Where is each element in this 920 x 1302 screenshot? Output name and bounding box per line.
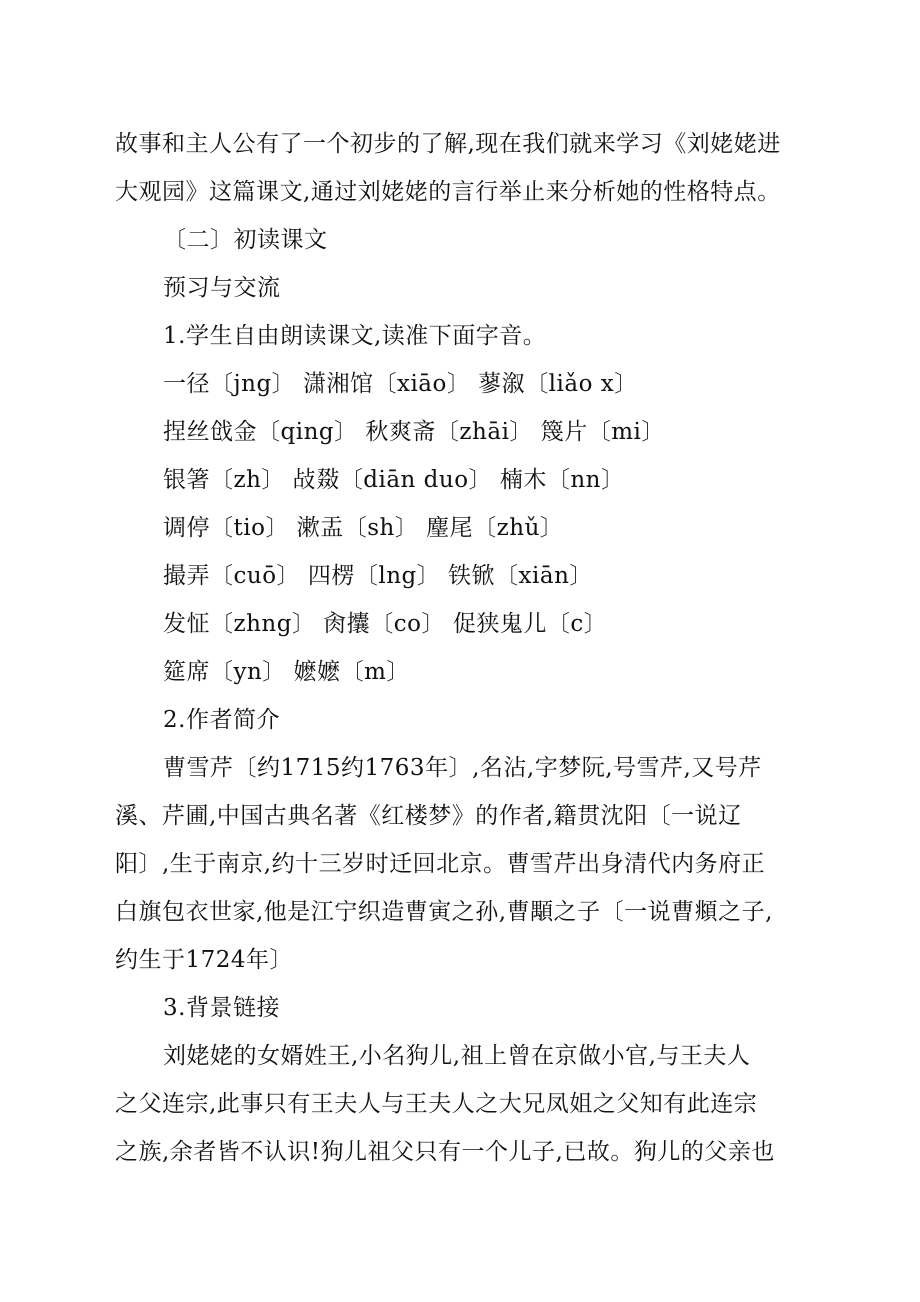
list-item-heading: 2.作者简介 (163, 707, 280, 733)
pronunciation-line: 筵席〔yn〕 嬷嬷〔m〕 (163, 659, 410, 685)
text-line: 大观园》这篇课文,通过刘姥姥的言行举止来分析她的性格特点。 (115, 179, 781, 205)
pronunciation-line: 发怔〔zhng〕 肏攮〔co〕 促狭鬼儿〔c〕 (163, 611, 608, 637)
pronunciation-line: 调停〔tio〕 漱盂〔sh〕 麈尾〔zhǔ〕 (163, 515, 564, 541)
subsection-heading: 预习与交流 (163, 275, 281, 301)
paragraph-line: 约生于1724年〕 (115, 947, 294, 973)
paragraph-line: 曹雪芹〔约1715约1763年〕,名沾,字梦阮,号雪芹,又号芹 (163, 755, 762, 781)
section-heading: 〔二〕初读课文 (163, 227, 328, 253)
paragraph-line: 刘姥姥的女婿姓王,小名狗儿,祖上曾在京做小官,与王夫人 (163, 1043, 751, 1069)
text-line: 故事和主人公有了一个初步的了解,现在我们就来学习《刘姥姥进 (115, 131, 781, 157)
paragraph-line: 白旗包衣世家,他是江宁织造曹寅之孙,曹顒之子〔一说曹頫之子, (115, 899, 773, 925)
paragraph-line: 阳〕,生于南京,约十三岁时迁回北京。曹雪芹出身清代内务府正 (115, 851, 766, 877)
paragraph-line: 溪、芹圃,中国古典名著《红楼梦》的作者,籍贯沈阳〔一说辽 (115, 803, 742, 829)
pronunciation-line: 撮弄〔cuō〕 四楞〔lng〕 铁锨〔xiān〕 (163, 563, 593, 589)
pronunciation-line: 捏丝戗金〔qing〕 秋爽斋〔zhāi〕 篾片〔mi〕 (163, 419, 665, 445)
paragraph-line: 之族,余者皆不认识!狗儿祖父只有一个儿子,已故。狗儿的父亲也 (115, 1139, 775, 1165)
document-page (115, 120, 825, 1176)
pronunciation-line: 一径〔jng〕 潇湘馆〔xiāo〕 蓼溆〔liǎo x〕 (163, 371, 638, 397)
paragraph-line: 之父连宗,此事只有王夫人与王夫人之大兄凤姐之父知有此连宗 (115, 1091, 758, 1117)
list-item-heading: 1.学生自由朗读课文,读准下面字音。 (163, 323, 547, 349)
list-item-heading: 3.背景链接 (163, 995, 280, 1021)
pronunciation-line: 银箸〔zh〕 敁敠〔diān duo〕 楠木〔nn〕 (163, 467, 625, 493)
